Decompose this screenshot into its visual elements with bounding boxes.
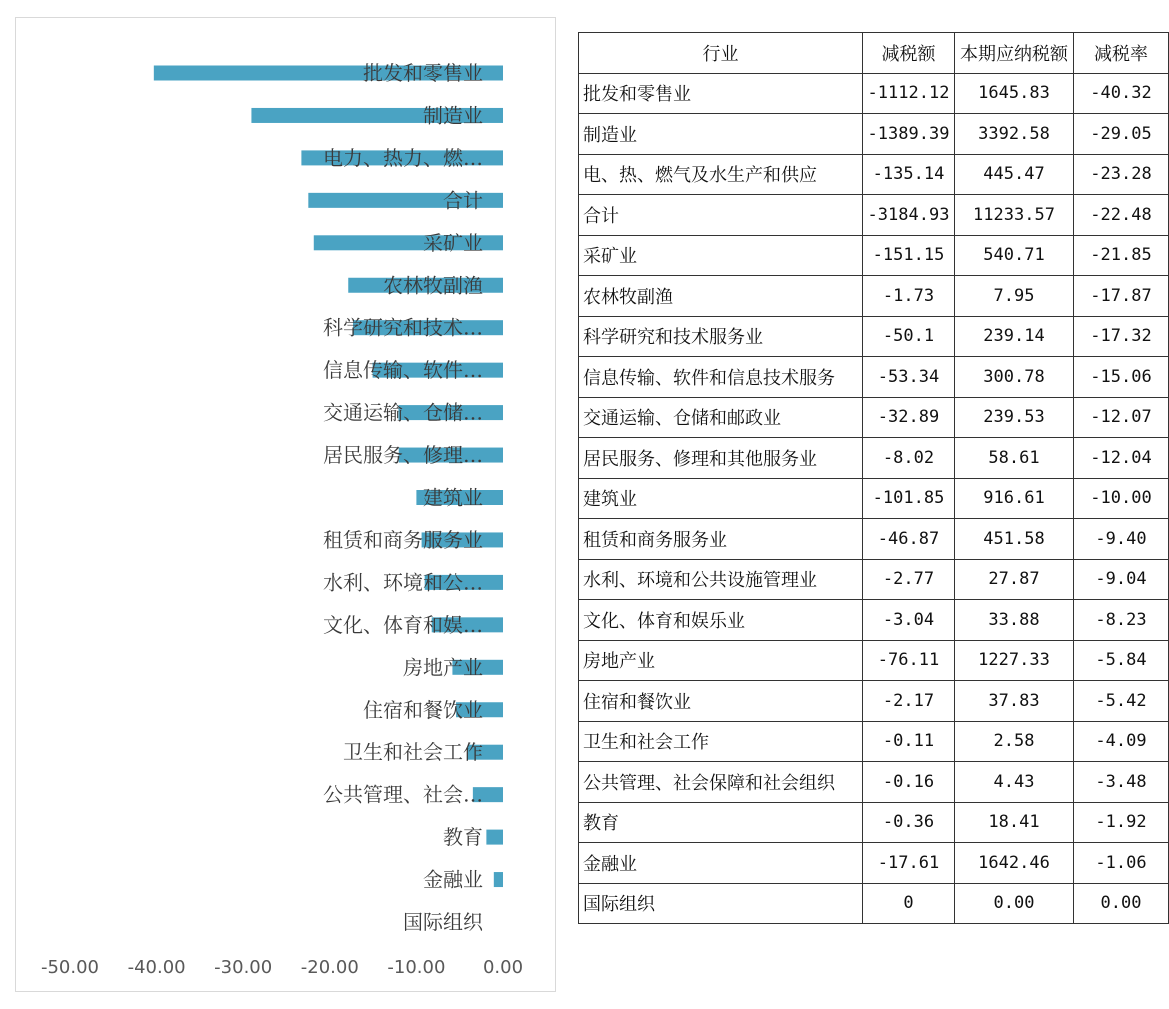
bar-chart [16, 18, 557, 993]
table-row [579, 802, 1169, 843]
table-row [579, 397, 1169, 438]
tax-reduction-cell: -135.14 [863, 154, 955, 195]
tax-payable-cell: 451.58 [955, 519, 1074, 560]
tax-payable-cell: 916.61 [955, 478, 1074, 519]
industry-cell: 国际组织 [579, 883, 863, 924]
reduction-rate-cell: -23.28 [1074, 154, 1169, 195]
category-label: 金融业 [423, 867, 483, 892]
table-row [579, 73, 1169, 114]
reduction-rate-cell: -9.40 [1074, 519, 1169, 560]
x-tick-label: -20.00 [300, 957, 359, 978]
x-tick-label: 0.00 [482, 957, 524, 978]
tax-reduction-cell: -53.34 [863, 357, 955, 398]
tax-payable-cell: 58.61 [955, 438, 1074, 479]
table-row [579, 681, 1169, 722]
table-header-row [579, 33, 1169, 74]
table-row [579, 114, 1169, 155]
category-label: 居民服务、修理… [323, 443, 483, 468]
category-label: 农林牧副渔 [383, 273, 483, 298]
tax-payable-cell: 239.53 [955, 397, 1074, 438]
header-tax-payable: 本期应纳税额 [955, 33, 1074, 74]
table-row [579, 559, 1169, 600]
tax-reduction-cell: -2.77 [863, 559, 955, 600]
reduction-rate-cell: -15.06 [1074, 357, 1169, 398]
category-label: 合计 [443, 188, 483, 213]
reduction-rate-cell: -12.07 [1074, 397, 1169, 438]
industry-cell: 教育 [579, 802, 863, 843]
industry-cell: 住宿和餐饮业 [579, 681, 863, 722]
category-label: 房地产业 [403, 655, 483, 680]
industry-cell: 金融业 [579, 843, 863, 884]
table-row [579, 843, 1169, 884]
tax-reduction-cell: -0.11 [863, 721, 955, 762]
tax-payable-cell: 2.58 [955, 721, 1074, 762]
industry-cell: 采矿业 [579, 235, 863, 276]
category-label: 水利、环境和公… [323, 570, 483, 595]
tax-reduction-cell: 0 [863, 883, 955, 924]
tax-payable-cell: 1645.83 [955, 73, 1074, 114]
category-label: 教育 [443, 825, 483, 850]
industry-cell: 批发和零售业 [579, 73, 863, 114]
category-label: 建筑业 [423, 485, 483, 510]
category-label: 国际组织 [403, 910, 483, 934]
tax-payable-cell: 445.47 [955, 154, 1074, 195]
industry-cell: 合计 [579, 195, 863, 236]
industry-cell: 制造业 [579, 114, 863, 155]
header-industry: 行业 [579, 33, 863, 74]
reduction-rate-cell: -29.05 [1074, 114, 1169, 155]
category-label: 公共管理、社会… [323, 782, 483, 807]
industry-cell: 交通运输、仓储和邮政业 [579, 397, 863, 438]
category-label: 租赁和商务服务业 [323, 527, 483, 552]
industry-cell: 公共管理、社会保障和社会组织 [579, 762, 863, 803]
x-tick-label: -50.00 [40, 957, 100, 978]
category-label: 交通运输、仓储… [323, 400, 483, 425]
reduction-rate-cell: -9.04 [1074, 559, 1169, 600]
reduction-rate-cell: -12.04 [1074, 438, 1169, 479]
x-tick-label: -30.00 [214, 957, 273, 978]
tax-payable-cell: 300.78 [955, 357, 1074, 398]
reduction-rate-cell: -17.87 [1074, 276, 1169, 317]
category-label: 科学研究和技术… [323, 315, 483, 340]
table-row [579, 357, 1169, 398]
reduction-rate-cell: -1.92 [1074, 802, 1169, 843]
reduction-rate-cell: -10.00 [1074, 478, 1169, 519]
bar [486, 830, 503, 845]
industry-cell: 居民服务、修理和其他服务业 [579, 438, 863, 479]
tax-payable-cell: 33.88 [955, 600, 1074, 641]
tax-reduction-cell: -3184.93 [863, 195, 955, 236]
bar [494, 872, 503, 887]
category-label: 电力、热力、燃… [323, 145, 483, 170]
tax-payable-cell: 27.87 [955, 559, 1074, 600]
table-row [579, 762, 1169, 803]
tax-reduction-cell: -1.73 [863, 276, 955, 317]
category-label: 采矿业 [423, 230, 483, 255]
table-row [579, 235, 1169, 276]
tax-reduction-cell: -101.85 [863, 478, 955, 519]
category-label: 文化、体育和娱… [323, 612, 483, 637]
category-label: 住宿和餐饮业 [363, 697, 483, 722]
tax-payable-cell: 1642.46 [955, 843, 1074, 884]
table-row [579, 883, 1169, 924]
x-tick-label: -10.00 [387, 957, 446, 978]
reduction-rate-cell: -40.32 [1074, 73, 1169, 114]
table-row [579, 276, 1169, 317]
reduction-rate-cell: -21.85 [1074, 235, 1169, 276]
industry-cell: 信息传输、软件和信息技术服务 [579, 357, 863, 398]
tax-reduction-cell: -76.11 [863, 640, 955, 681]
reduction-rate-cell: -17.32 [1074, 316, 1169, 357]
tax-reduction-cell: -46.87 [863, 519, 955, 560]
tax-payable-cell: 11233.57 [955, 195, 1074, 236]
tax-payable-cell: 0.00 [955, 883, 1074, 924]
header-reduction-rate: 减税率 [1074, 33, 1169, 74]
tax-reduction-cell: -8.02 [863, 438, 955, 479]
tax-reduction-cell: -2.17 [863, 681, 955, 722]
tax-reduction-cell: -151.15 [863, 235, 955, 276]
reduction-rate-cell: -22.48 [1074, 195, 1169, 236]
header-tax-reduction: 减税额 [863, 33, 955, 74]
tax-reduction-cell: -50.1 [863, 316, 955, 357]
industry-cell: 卫生和社会工作 [579, 721, 863, 762]
industry-cell: 科学研究和技术服务业 [579, 316, 863, 357]
tax-payable-cell: 3392.58 [955, 114, 1074, 155]
tax-payable-cell: 239.14 [955, 316, 1074, 357]
bar-chart-panel [15, 17, 556, 992]
reduction-rate-cell: 0.00 [1074, 883, 1169, 924]
reduction-rate-cell: -1.06 [1074, 843, 1169, 884]
tax-reduction-cell: -0.16 [863, 762, 955, 803]
table-row [579, 316, 1169, 357]
category-label: 制造业 [423, 103, 483, 128]
tax-payable-cell: 1227.33 [955, 640, 1074, 681]
table-row [579, 640, 1169, 681]
table-row [579, 154, 1169, 195]
category-label: 信息传输、软件… [323, 358, 483, 383]
industry-cell: 租赁和商务服务业 [579, 519, 863, 560]
table-row [579, 478, 1169, 519]
tax-reduction-cell: -3.04 [863, 600, 955, 641]
tax-payable-cell: 4.43 [955, 762, 1074, 803]
x-tick-label: -40.00 [127, 957, 186, 978]
industry-cell: 建筑业 [579, 478, 863, 519]
tax-reduction-cell: -17.61 [863, 843, 955, 884]
tax-payable-cell: 18.41 [955, 802, 1074, 843]
tax-reduction-cell: -32.89 [863, 397, 955, 438]
table-row [579, 721, 1169, 762]
industry-cell: 文化、体育和娱乐业 [579, 600, 863, 641]
tax-payable-cell: 7.95 [955, 276, 1074, 317]
category-label: 批发和零售业 [363, 61, 483, 85]
tax-payable-cell: 37.83 [955, 681, 1074, 722]
industry-cell: 农林牧副渔 [579, 276, 863, 317]
tax-reduction-cell: -0.36 [863, 802, 955, 843]
industry-cell: 水利、环境和公共设施管理业 [579, 559, 863, 600]
table-row [579, 600, 1169, 641]
reduction-rate-cell: -5.84 [1074, 640, 1169, 681]
table-row [579, 519, 1169, 560]
table-row [579, 195, 1169, 236]
industry-cell: 房地产业 [579, 640, 863, 681]
table-row [579, 438, 1169, 479]
industry-cell: 电、热、燃气及水生产和供应 [579, 154, 863, 195]
reduction-rate-cell: -5.42 [1074, 681, 1169, 722]
reduction-rate-cell: -4.09 [1074, 721, 1169, 762]
reduction-rate-cell: -3.48 [1074, 762, 1169, 803]
tax-reduction-cell: -1112.12 [863, 73, 955, 114]
tax-reduction-cell: -1389.39 [863, 114, 955, 155]
reduction-rate-cell: -8.23 [1074, 600, 1169, 641]
category-label: 卫生和社会工作 [343, 740, 483, 765]
tax-reduction-table [578, 32, 1169, 924]
tax-payable-cell: 540.71 [955, 235, 1074, 276]
table-body [579, 73, 1169, 924]
